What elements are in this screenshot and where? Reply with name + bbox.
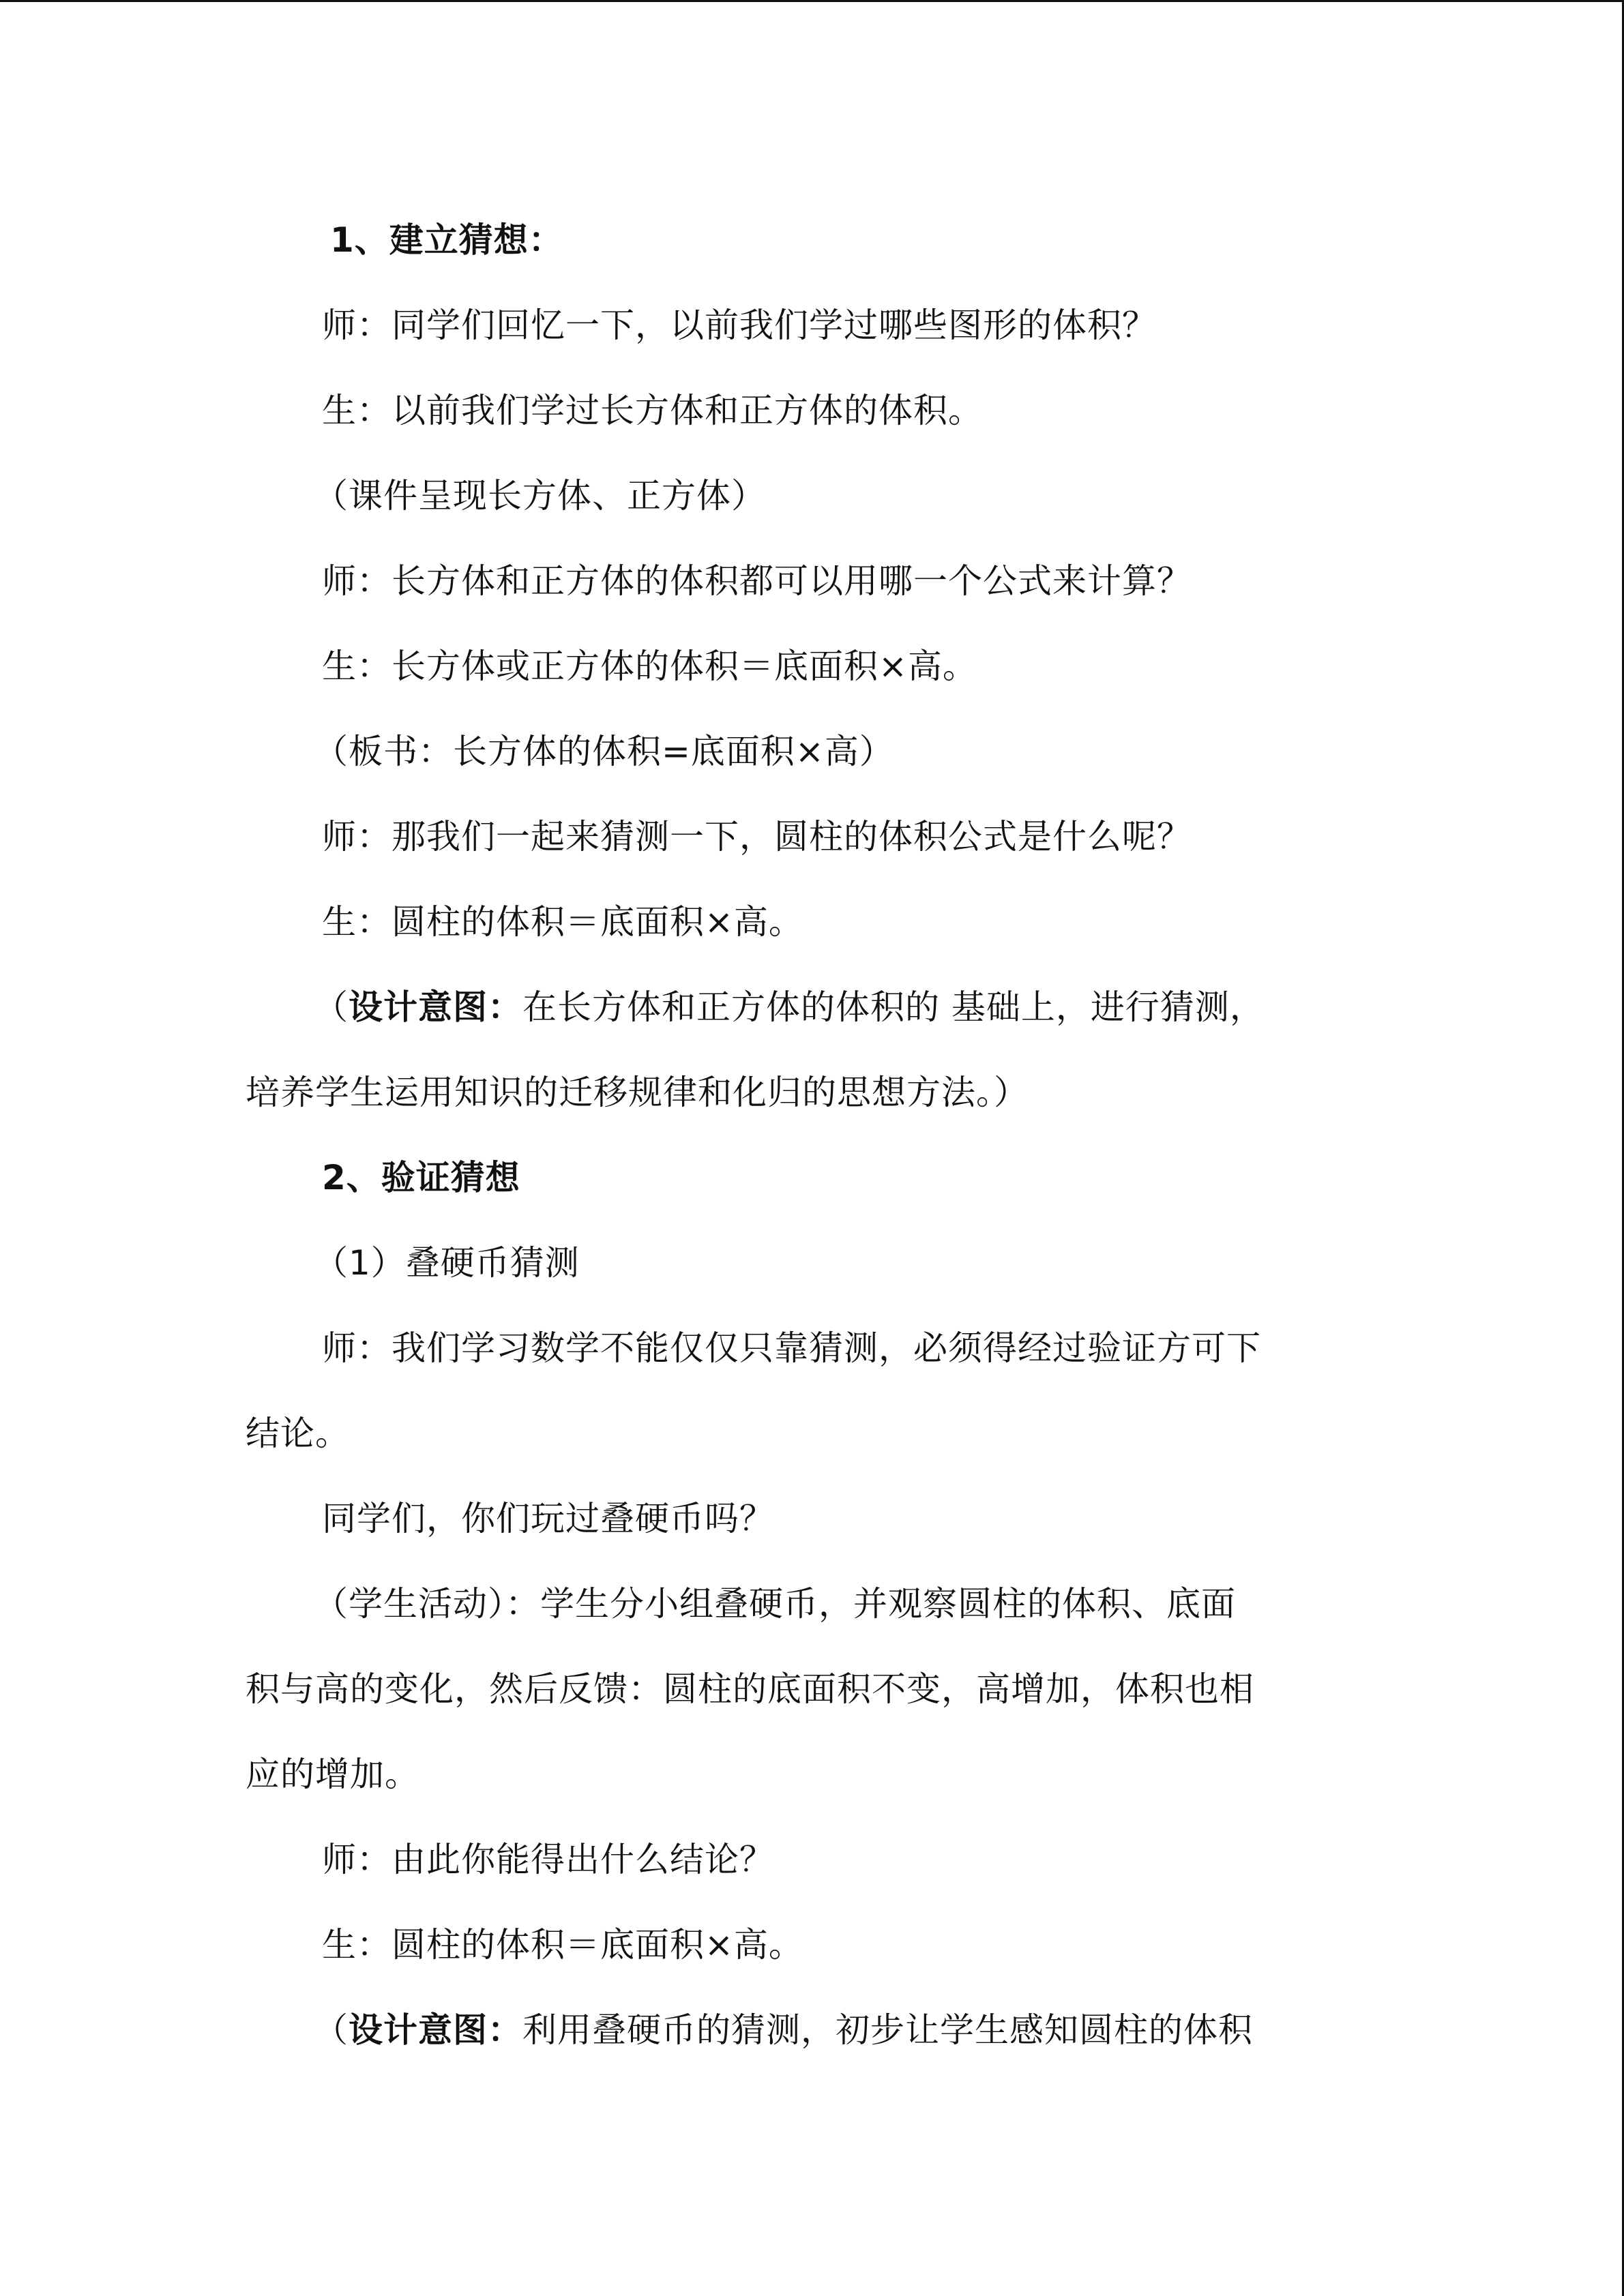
design-intent-text: 在长方体和正方体的体积的 基础上，进行猜测， <box>522 987 1265 1027</box>
design-intent-text: 利用叠硬币的猜测，初步让学生感知圆柱的体积 <box>522 2010 1253 2050</box>
paragraph-continuation: 结论。 <box>246 1414 350 1453</box>
section-heading-1: 1、建立猜想： <box>330 220 563 260</box>
paragraph-continuation: 应的增加。 <box>246 1755 419 1794</box>
design-intent-paragraph <box>246 1988 1364 2073</box>
section-heading-2: 2、验证猜想 <box>322 1158 520 1197</box>
dialogue-teacher-question: 同学们，你们玩过叠硬币吗？ <box>322 1499 774 1538</box>
courseware-note: （课件呈现长方体、正方体） <box>314 476 766 516</box>
dialogue-teacher: 师：那我们一起来猜测一下，圆柱的体积公式是什么呢？ <box>322 817 1192 856</box>
dialogue-teacher: 师：同学们回忆一下，以前我们学过哪些图形的体积？ <box>322 305 1157 345</box>
design-intent-label: 设计意图： <box>349 2010 522 2050</box>
paragraph-continuation: 培养学生运用知识的迁移规律和化归的思想方法。） <box>246 1073 1029 1112</box>
document-page <box>246 198 1364 2073</box>
design-intent-open-paren: （ <box>314 2010 349 2050</box>
blackboard-note: （板书：长方体的体积=底面积×高） <box>314 732 894 771</box>
student-activity-paragraph: （学生活动）：学生分小组叠硬币，并观察圆柱的体积、底面 <box>314 1584 1236 1624</box>
dialogue-student: 生：以前我们学过长方体和正方体的体积。 <box>322 391 983 430</box>
dialogue-teacher: 师：长方体和正方体的体积都可以用哪一个公式来计算？ <box>322 561 1192 601</box>
design-intent-paragraph <box>246 965 1364 1050</box>
paragraph-continuation: 积与高的变化，然后反馈：圆柱的底面积不变，高增加，体积也相 <box>246 1669 1254 1709</box>
dialogue-student: 生：长方体或正方体的体积＝底面积×高。 <box>322 646 977 686</box>
subsection-heading: （1）叠硬币猜测 <box>314 1243 580 1283</box>
dialogue-student: 生：圆柱的体积＝底面积×高。 <box>322 1925 803 1965</box>
dialogue-teacher: 师：我们学习数学不能仅仅只靠猜测，必须得经过验证方可下 <box>322 1328 1261 1368</box>
design-intent-open-paren: （ <box>314 987 349 1027</box>
dialogue-student: 生：圆柱的体积＝底面积×高。 <box>322 902 803 942</box>
page-top-border <box>0 0 1624 2</box>
dialogue-teacher: 师：由此你能得出什么结论？ <box>322 1840 774 1879</box>
design-intent-label: 设计意图： <box>349 987 522 1027</box>
